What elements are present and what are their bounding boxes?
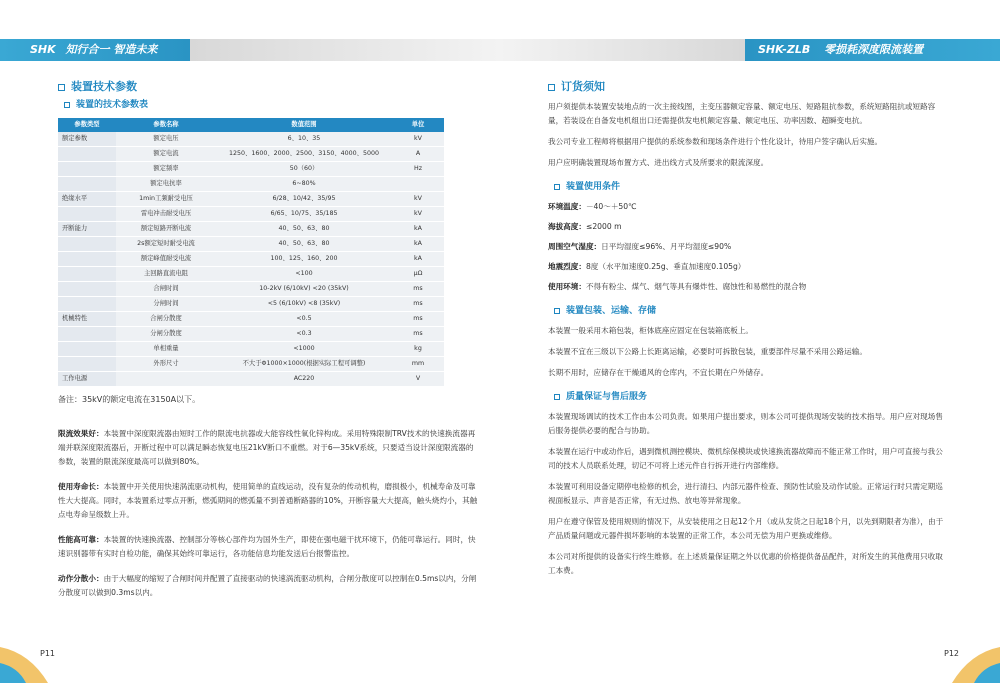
table-cell-value: <5 (6/10kV) <8 (35kV) (216, 297, 392, 312)
table-row (58, 192, 444, 207)
subsection-heading-params-table (64, 98, 478, 112)
use-condition-value: 8度（水平加速度0.25g、垂直加速度0.105g） (585, 262, 746, 271)
subsection-heading-warranty (554, 390, 948, 404)
table-cell-unit: ms (392, 312, 444, 327)
table-row (58, 222, 444, 237)
use-condition-value: ≤2000 m (585, 222, 622, 231)
table-row (58, 342, 444, 357)
table-cell-name: 雷电冲击耐受电压 (116, 207, 216, 222)
table-cell-value: 6、10、35 (216, 132, 392, 147)
packaging-paragraph: 长期不用时，应储存在干燥通风的仓库内，不宜长期在户外储存。 (548, 368, 769, 377)
warranty-paragraph: 本装置在运行中或动作后，遇到微机测控模块、微机综保模块或快速换流器故障而不能正常工作时，用户可直接与我公司的技术人员联系处理，切记不可将上述元件自行拆开进行内部维修。 (548, 447, 943, 470)
warranty-paragraph: 本装置现场调试的技术工作由本公司负责。如果用户提出要求，则本公司可提供现场安装的技术指导。用户应对现场售后服务提供必要的配合与协助。 (548, 412, 943, 435)
intro-paragraph: 我公司专业工程师将根据用户提供的系统参数和现场条件进行个性化设计，待用户签字确认后实施。 (548, 137, 883, 146)
table-cell-unit: ms (392, 327, 444, 342)
table-cell-unit: Hz (392, 162, 444, 177)
table-cell-name: 额定频率 (116, 162, 216, 177)
use-conditions-list (548, 200, 948, 294)
table-cell-cat (58, 147, 116, 162)
feature-keyword: 动作分散小： (58, 574, 104, 583)
packaging-paragraph: 本装置不宜在三级以下公路上长距离运输，必要时可拆散包装，重要部件尽量不采用公路运输。 (548, 347, 867, 356)
packaging-paragraph: 本装置一般采用木箱包装，柜体底座应固定在包装箱底板上。 (548, 326, 754, 335)
square-bullet-icon (554, 308, 560, 314)
table-cell-name: 外形尺寸 (116, 357, 216, 372)
table-cell-unit: V (392, 372, 444, 387)
table-cell-value: 10-2kV (6/10kV) <20 (35kV) (216, 282, 392, 297)
table-cell-name: 合闸分散度 (116, 312, 216, 327)
table-cell-name: 额定短路开断电流 (116, 222, 216, 237)
use-condition-item (548, 200, 948, 214)
table-cell-cat (58, 297, 116, 312)
table-cell-name: 额定电流 (116, 147, 216, 162)
use-condition-item (548, 220, 948, 234)
header-right-brand: SHK-ZLB (758, 43, 811, 56)
intro-paragraph: 用户须提供本装置安装地点的一次主接线图，主变压器额定容量、额定电压、短路阻抗参数，系统短路阻抗或短路容量，若装设在自备发电机组出口还需提供发电机额定容量、额定电压、功率因数、超瞬变电抗。 (548, 102, 936, 125)
table-cell-value: 100、125、160、200 (216, 252, 392, 267)
table-cell-value: <0.5 (216, 312, 392, 327)
table-cell-unit: kA (392, 222, 444, 237)
corner-decoration-left (0, 633, 70, 683)
feature-keyword: 使用寿命长： (58, 482, 104, 491)
section-title: 装置技术参数 (71, 80, 137, 93)
table-cell-cat: 开断能力 (58, 222, 116, 237)
table-cell-cat (58, 237, 116, 252)
use-condition-value: 日平均湿度≤96%、月平均湿度≤90% (601, 242, 732, 251)
use-condition-item (548, 240, 948, 254)
table-row (58, 312, 444, 327)
use-condition-key: 环境温度： (548, 202, 586, 211)
feature-paragraph (58, 533, 478, 561)
tech-params-table (58, 118, 444, 387)
table-cell-value: 6~80% (216, 177, 392, 192)
warranty-paragraph: 用户在遵守保管及使用规则的情况下，从安装使用之日起12个月（或从发货之日起18个月，以先到期限者为准），由于产品质量问题或元器件损坏影响的本装置的正常工作，本公司无偿为用户更换或维修。 (548, 517, 944, 540)
subsection-title: 质量保证与售后服务 (566, 392, 648, 402)
table-row (58, 372, 444, 387)
square-bullet-icon (548, 84, 555, 91)
page-number-right: P12 (944, 649, 960, 658)
table-row (58, 357, 444, 372)
use-condition-key: 海拔高度： (548, 222, 586, 231)
table-row (58, 237, 444, 252)
header-left-slogan: 知行合一 智造未来 (65, 43, 158, 56)
table-cell-unit: kA (392, 237, 444, 252)
subsection-title: 装置使用条件 (566, 182, 621, 192)
left-page (58, 80, 478, 611)
feature-paragraph (58, 572, 478, 600)
table-cell-value: 40、50、63、80 (216, 222, 392, 237)
warranty-paragraph: 本公司对所提供的设备实行终生维修。在上述质量保证期之外以优惠的价格提供备品配件，对所发生的其他费用只收取工本费。 (548, 552, 943, 575)
table-cell-unit: kV (392, 132, 444, 147)
use-condition-key: 周围空气湿度： (548, 242, 602, 251)
square-bullet-icon (554, 394, 560, 400)
table-cell-value: <100 (216, 267, 392, 282)
table-cell-name: 分闸时间 (116, 297, 216, 312)
table-cell-unit: ms (392, 282, 444, 297)
square-bullet-icon (554, 184, 560, 190)
table-cell-name: 合闸时间 (116, 282, 216, 297)
use-condition-key: 使用环境： (548, 282, 586, 291)
use-condition-value: －40～＋50℃ (585, 202, 637, 211)
table-cell-cat (58, 177, 116, 192)
table-cell-cat (58, 252, 116, 267)
table-row (58, 162, 444, 177)
table-row (58, 282, 444, 297)
table-cell-value: 1250、1600、2000、2500、3150、4000、5000 (216, 147, 392, 162)
header-left-fade (190, 39, 500, 61)
table-cell-name: 分闸分散度 (116, 327, 216, 342)
table-cell-value: 不大于Φ1000×1000(根据实际工程可调整) (216, 357, 392, 372)
table-cell-value: AC220 (216, 372, 392, 387)
table-header-cell: 单位 (392, 118, 444, 132)
table-cell-cat: 额定参数 (58, 132, 116, 147)
table-cell-cat (58, 207, 116, 222)
feature-keyword: 性能高可靠： (58, 535, 104, 544)
header-right-title: 零损耗深度限流装置 (824, 43, 924, 56)
table-cell-unit: kg (392, 342, 444, 357)
table-cell-name: 单相重量 (116, 342, 216, 357)
square-bullet-icon (64, 102, 70, 108)
table-cell-unit: mm (392, 357, 444, 372)
table-row (58, 132, 444, 147)
table-row (58, 207, 444, 222)
table-note: 备注：35kV的额定电流在3150A以下。 (58, 395, 201, 404)
table-cell-cat (58, 327, 116, 342)
table-cell-cat (58, 267, 116, 282)
feature-text: 本装置的快速换流器、控制部分等核心部件均为国外生产，即使在强电磁干扰环境下，仍能可靠运行。同时，快速识别器带有实时自检功能，确保其始终可靠运行，各功能信息均能发送后台报警监控。 (58, 535, 476, 558)
subsection-heading-packaging (554, 304, 948, 318)
feature-text: 本装置中开关使用快速涡流驱动机构，使用简单的直线运动，没有复杂的传动机构，磨损极小，机械寿命及可靠性大大提高。同时，本装置系过零点开断，燃弧期间的燃弧量不到普通断路器的10%，开断容量大大提高，触头烧灼小，其触点电寿命呈级数上升。 (58, 482, 478, 519)
header-right-text (758, 42, 923, 58)
table-cell-cat: 绝缘水平 (58, 192, 116, 207)
header-left-brand: SHK (30, 43, 56, 56)
table-header-cell: 参数名称 (116, 118, 216, 132)
subsection-title: 装置包装、运输、存储 (566, 306, 657, 316)
table-cell-name: 2s额定短时耐受电流 (116, 237, 216, 252)
table-header-cell: 参数类型 (58, 118, 116, 132)
section-title: 订货须知 (561, 80, 605, 93)
use-condition-key: 地震烈度： (548, 262, 586, 271)
table-row (58, 297, 444, 312)
table-cell-cat (58, 357, 116, 372)
table-cell-cat: 工作电源 (58, 372, 116, 387)
table-row (58, 327, 444, 342)
use-condition-item (548, 260, 948, 274)
table-cell-cat (58, 282, 116, 297)
section-heading-tech-params (58, 80, 478, 94)
table-cell-unit: ms (392, 297, 444, 312)
table-cell-name (116, 372, 216, 387)
table-row (58, 267, 444, 282)
feature-text: 本装置中深度限流器由短时工作的限流电抗器或大能容线性氧化锌构成。采用特殊限制TRV技术的快速换流器再端并联深度限流器后，开断过程中可以满足瞬态恢复电压21kV断口不重燃。对于6—35kV系统，只要适当设计深度限流器的参数，装置的限流深度最高可以做到80%。 (58, 429, 476, 466)
feature-paragraph (58, 427, 478, 469)
feature-paragraph (58, 480, 478, 522)
table-cell-name: 额定电抗率 (116, 177, 216, 192)
table-cell-value: <0.3 (216, 327, 392, 342)
table-cell-unit: kV (392, 207, 444, 222)
table-cell-unit (392, 177, 444, 192)
table-cell-cat: 机械特性 (58, 312, 116, 327)
table-cell-unit: kA (392, 252, 444, 267)
use-condition-item (548, 280, 948, 294)
right-page (548, 80, 948, 585)
table-cell-name: 额定峰值耐受电流 (116, 252, 216, 267)
left-paragraphs (58, 427, 478, 600)
header-left-text (30, 42, 157, 58)
table-cell-cat (58, 342, 116, 357)
table-cell-cat (58, 162, 116, 177)
table-header-cell: 数值范围 (216, 118, 392, 132)
table-cell-unit: μΩ (392, 267, 444, 282)
subsection-heading-use-conditions (554, 180, 948, 194)
table-row (58, 252, 444, 267)
use-condition-value: 不得有粉尘、煤气、烟气等具有爆炸性、腐蚀性和易燃性的混合物 (585, 282, 807, 291)
header-right-fade (500, 39, 745, 61)
feature-text: 由于大幅度的缩短了合闸时间并配置了直接驱动的快速涡流驱动机构，合闸分散度可以控制在0.5ms以内，分闸分散度可以做到0.3ms以内。 (58, 574, 477, 597)
table-cell-value: <1000 (216, 342, 392, 357)
section-heading-ordering (548, 80, 948, 94)
feature-keyword: 限流效果好： (58, 429, 104, 438)
table-cell-name: 主回路直流电阻 (116, 267, 216, 282)
table-cell-unit: A (392, 147, 444, 162)
page-number-left: P11 (40, 649, 56, 658)
table-cell-value: 40、50、63、80 (216, 237, 392, 252)
corner-decoration-right (930, 633, 1000, 683)
table-row (58, 147, 444, 162)
square-bullet-icon (58, 84, 65, 91)
table-cell-name: 1min工频耐受电压 (116, 192, 216, 207)
table-cell-unit: kV (392, 192, 444, 207)
table-cell-value: 50（60） (216, 162, 392, 177)
warranty-paragraph: 本装置可利用设备定期停电检修的机会，进行清扫、内部元器件检查、预防性试验及动作试验。正常运行时只需定期巡视面板显示、声音是否正常，有无过热、放电等异常现象。 (548, 482, 943, 505)
subsection-title: 装置的技术参数表 (76, 100, 149, 110)
table-cell-name: 额定电压 (116, 132, 216, 147)
table-header-row (58, 118, 444, 132)
table-cell-value: 6/28、10/42、35/95 (216, 192, 392, 207)
table-row (58, 177, 444, 192)
table-cell-value: 6/65、10/75、35/185 (216, 207, 392, 222)
intro-paragraph: 用户应明确装置现场布置方式、进出线方式及所要求的限流深度。 (548, 158, 769, 167)
